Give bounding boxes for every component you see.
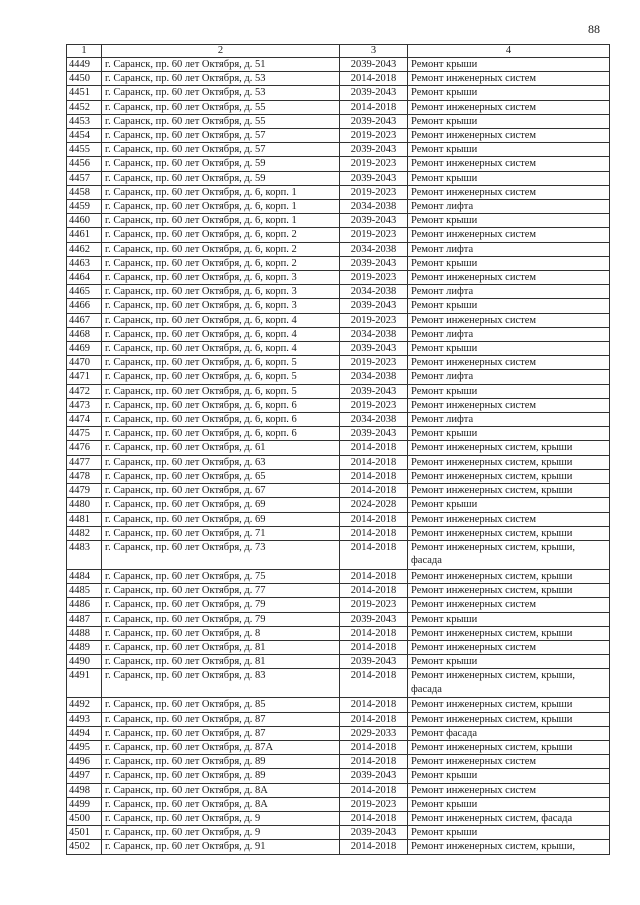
cell-address: г. Саранск, пр. 60 лет Октября, д. 6, корп. 3 <box>102 285 340 299</box>
table-row <box>67 640 610 654</box>
cell-work-type: Ремонт инженерных систем <box>408 185 610 199</box>
cell-work-type: Ремонт инженерных систем, крыши, фасада <box>408 540 610 569</box>
cell-work-type: Ремонт инженерных систем, крыши <box>408 526 610 540</box>
cell-address: г. Саранск, пр. 60 лет Октября, д. 69 <box>102 498 340 512</box>
table-row <box>67 540 610 569</box>
cell-period: 2014-2018 <box>340 626 408 640</box>
cell-period: 2039-2043 <box>340 427 408 441</box>
cell-address: г. Саранск, пр. 60 лет Октября, д. 9 <box>102 811 340 825</box>
cell-number: 4462 <box>67 242 102 256</box>
table-row <box>67 342 610 356</box>
cell-number: 4470 <box>67 356 102 370</box>
cell-number: 4468 <box>67 327 102 341</box>
cell-period: 2039-2043 <box>340 342 408 356</box>
cell-address: г. Саранск, пр. 60 лет Октября, д. 71 <box>102 526 340 540</box>
cell-work-type: Ремонт лифта <box>408 413 610 427</box>
cell-address: г. Саранск, пр. 60 лет Октября, д. 81 <box>102 640 340 654</box>
cell-work-type: Ремонт инженерных систем, крыши, фасада <box>408 669 610 698</box>
cell-work-type: Ремонт крыши <box>408 171 610 185</box>
table-row <box>67 143 610 157</box>
cell-work-type: Ремонт инженерных систем, крыши <box>408 584 610 598</box>
cell-work-type: Ремонт инженерных систем <box>408 398 610 412</box>
table-row <box>67 171 610 185</box>
cell-work-type: Ремонт крыши <box>408 86 610 100</box>
table-row <box>67 384 610 398</box>
cell-period: 2014-2018 <box>340 100 408 114</box>
cell-address: г. Саранск, пр. 60 лет Октября, д. 6, корп. 6 <box>102 427 340 441</box>
cell-number: 4484 <box>67 569 102 583</box>
cell-work-type: Ремонт инженерных систем <box>408 640 610 654</box>
cell-number: 4472 <box>67 384 102 398</box>
table-row <box>67 413 610 427</box>
cell-address: г. Саранск, пр. 60 лет Октября, д. 6, корп. 5 <box>102 356 340 370</box>
cell-number: 4456 <box>67 157 102 171</box>
cell-address: г. Саранск, пр. 60 лет Октября, д. 65 <box>102 469 340 483</box>
table-row <box>67 455 610 469</box>
cell-number: 4475 <box>67 427 102 441</box>
cell-address: г. Саранск, пр. 60 лет Октября, д. 89 <box>102 769 340 783</box>
table-row <box>67 598 610 612</box>
cell-number: 4476 <box>67 441 102 455</box>
table-row <box>67 200 610 214</box>
cell-work-type: Ремонт лифта <box>408 200 610 214</box>
cell-number: 4458 <box>67 185 102 199</box>
cell-number: 4499 <box>67 797 102 811</box>
cell-address: г. Саранск, пр. 60 лет Октября, д. 53 <box>102 72 340 86</box>
cell-number: 4477 <box>67 455 102 469</box>
cell-address: г. Саранск, пр. 60 лет Октября, д. 89 <box>102 755 340 769</box>
cell-number: 4502 <box>67 840 102 854</box>
cell-period: 2039-2043 <box>340 769 408 783</box>
cell-work-type: Ремонт инженерных систем <box>408 313 610 327</box>
cell-period: 2014-2018 <box>340 669 408 698</box>
cell-period: 2014-2018 <box>340 755 408 769</box>
cell-work-type: Ремонт крыши <box>408 256 610 270</box>
cell-address: г. Саранск, пр. 60 лет Октября, д. 8 <box>102 626 340 640</box>
cell-address: г. Саранск, пр. 60 лет Октября, д. 79 <box>102 612 340 626</box>
table-row <box>67 712 610 726</box>
cell-address: г. Саранск, пр. 60 лет Октября, д. 6, корп. 3 <box>102 299 340 313</box>
table-row <box>67 655 610 669</box>
cell-number: 4487 <box>67 612 102 626</box>
cell-period: 2014-2018 <box>340 811 408 825</box>
table-row <box>67 58 610 72</box>
cell-number: 4465 <box>67 285 102 299</box>
table-row <box>67 313 610 327</box>
cell-period: 2034-2038 <box>340 285 408 299</box>
cell-number: 4481 <box>67 512 102 526</box>
cell-work-type: Ремонт крыши <box>408 612 610 626</box>
cell-address: г. Саранск, пр. 60 лет Октября, д. 69 <box>102 512 340 526</box>
cell-work-type: Ремонт лифта <box>408 242 610 256</box>
cell-number: 4489 <box>67 640 102 654</box>
cell-work-type: Ремонт инженерных систем <box>408 129 610 143</box>
table-row <box>67 526 610 540</box>
cell-number: 4474 <box>67 413 102 427</box>
table-row <box>67 86 610 100</box>
cell-period: 2039-2043 <box>340 256 408 270</box>
table-row <box>67 114 610 128</box>
cell-address: г. Саранск, пр. 60 лет Октября, д. 6, корп. 6 <box>102 398 340 412</box>
cell-number: 4463 <box>67 256 102 270</box>
cell-address: г. Саранск, пр. 60 лет Октября, д. 6, корп. 6 <box>102 413 340 427</box>
cell-address: г. Саранск, пр. 60 лет Октября, д. 6, корп. 2 <box>102 242 340 256</box>
table-row <box>67 811 610 825</box>
cell-number: 4469 <box>67 342 102 356</box>
table-row <box>67 826 610 840</box>
cell-number: 4460 <box>67 214 102 228</box>
cell-address: г. Саранск, пр. 60 лет Октября, д. 59 <box>102 157 340 171</box>
cell-period: 2019-2023 <box>340 185 408 199</box>
cell-period: 2014-2018 <box>340 469 408 483</box>
cell-period: 2014-2018 <box>340 512 408 526</box>
table-row <box>67 185 610 199</box>
table-row <box>67 285 610 299</box>
cell-period: 2034-2038 <box>340 327 408 341</box>
cell-period: 2019-2023 <box>340 129 408 143</box>
cell-number: 4494 <box>67 726 102 740</box>
cell-number: 4488 <box>67 626 102 640</box>
cell-address: г. Саранск, пр. 60 лет Октября, д. 8А <box>102 797 340 811</box>
table-row <box>67 740 610 754</box>
table-row <box>67 797 610 811</box>
cell-work-type: Ремонт крыши <box>408 655 610 669</box>
cell-work-type: Ремонт крыши <box>408 214 610 228</box>
cell-work-type: Ремонт инженерных систем, крыши, <box>408 840 610 854</box>
cell-work-type: Ремонт инженерных систем, крыши <box>408 569 610 583</box>
cell-address: г. Саранск, пр. 60 лет Октября, д. 6, корп. 1 <box>102 185 340 199</box>
cell-work-type: Ремонт инженерных систем <box>408 157 610 171</box>
cell-period: 2024-2028 <box>340 498 408 512</box>
table-row <box>67 299 610 313</box>
cell-number: 4461 <box>67 228 102 242</box>
cell-work-type: Ремонт крыши <box>408 427 610 441</box>
cell-address: г. Саранск, пр. 60 лет Октября, д. 61 <box>102 441 340 455</box>
cell-period: 2014-2018 <box>340 840 408 854</box>
cell-address: г. Саранск, пр. 60 лет Октября, д. 6, корп. 1 <box>102 200 340 214</box>
column-header-address: 2 <box>102 45 340 58</box>
cell-period: 2014-2018 <box>340 584 408 598</box>
table-row <box>67 469 610 483</box>
table-row <box>67 783 610 797</box>
cell-work-type: Ремонт крыши <box>408 143 610 157</box>
cell-number: 4495 <box>67 740 102 754</box>
table-row <box>67 441 610 455</box>
cell-period: 2039-2043 <box>340 655 408 669</box>
cell-address: г. Саранск, пр. 60 лет Октября, д. 55 <box>102 100 340 114</box>
cell-number: 4466 <box>67 299 102 313</box>
table-row <box>67 72 610 86</box>
cell-work-type: Ремонт инженерных систем <box>408 783 610 797</box>
cell-address: г. Саранск, пр. 60 лет Октября, д. 87А <box>102 740 340 754</box>
cell-work-type: Ремонт инженерных систем, фасада <box>408 811 610 825</box>
cell-work-type: Ремонт лифта <box>408 370 610 384</box>
table-row <box>67 755 610 769</box>
cell-address: г. Саранск, пр. 60 лет Октября, д. 67 <box>102 484 340 498</box>
cell-period: 2039-2043 <box>340 58 408 72</box>
table-row <box>67 612 610 626</box>
cell-work-type: Ремонт инженерных систем, крыши <box>408 484 610 498</box>
cell-work-type: Ремонт инженерных систем, крыши <box>408 455 610 469</box>
cell-work-type: Ремонт крыши <box>408 299 610 313</box>
cell-period: 2039-2043 <box>340 86 408 100</box>
cell-address: г. Саранск, пр. 60 лет Октября, д. 85 <box>102 698 340 712</box>
cell-address: г. Саранск, пр. 60 лет Октября, д. 73 <box>102 540 340 569</box>
cell-period: 2014-2018 <box>340 526 408 540</box>
cell-period: 2014-2018 <box>340 698 408 712</box>
table-row <box>67 271 610 285</box>
cell-number: 4483 <box>67 540 102 569</box>
cell-address: г. Саранск, пр. 60 лет Октября, д. 8А <box>102 783 340 797</box>
table-row <box>67 726 610 740</box>
table-body <box>67 58 610 855</box>
cell-address: г. Саранск, пр. 60 лет Октября, д. 6, корп. 1 <box>102 214 340 228</box>
column-header-number: 1 <box>67 45 102 58</box>
table-row <box>67 327 610 341</box>
cell-work-type: Ремонт инженерных систем <box>408 356 610 370</box>
cell-number: 4498 <box>67 783 102 797</box>
cell-address: г. Саранск, пр. 60 лет Октября, д. 81 <box>102 655 340 669</box>
table-row <box>67 242 610 256</box>
table-row <box>67 569 610 583</box>
cell-address: г. Саранск, пр. 60 лет Октября, д. 91 <box>102 840 340 854</box>
cell-address: г. Саранск, пр. 60 лет Октября, д. 6, корп. 3 <box>102 271 340 285</box>
cell-work-type: Ремонт крыши <box>408 384 610 398</box>
repair-schedule-table <box>66 44 610 855</box>
cell-number: 4450 <box>67 72 102 86</box>
cell-address: г. Саранск, пр. 60 лет Октября, д. 6, корп. 2 <box>102 228 340 242</box>
table-row <box>67 669 610 698</box>
table-row <box>67 498 610 512</box>
cell-address: г. Саранск, пр. 60 лет Октября, д. 6, корп. 5 <box>102 370 340 384</box>
cell-period: 2019-2023 <box>340 157 408 171</box>
cell-number: 4482 <box>67 526 102 540</box>
cell-period: 2019-2023 <box>340 356 408 370</box>
cell-number: 4500 <box>67 811 102 825</box>
cell-number: 4501 <box>67 826 102 840</box>
cell-period: 2034-2038 <box>340 413 408 427</box>
cell-period: 2034-2038 <box>340 200 408 214</box>
cell-address: г. Саранск, пр. 60 лет Октября, д. 51 <box>102 58 340 72</box>
table-row <box>67 698 610 712</box>
cell-work-type: Ремонт инженерных систем, крыши <box>408 698 610 712</box>
cell-period: 2039-2043 <box>340 171 408 185</box>
cell-work-type: Ремонт инженерных систем, крыши <box>408 626 610 640</box>
cell-work-type: Ремонт инженерных систем, крыши <box>408 441 610 455</box>
table-row <box>67 228 610 242</box>
cell-address: г. Саранск, пр. 60 лет Октября, д. 59 <box>102 171 340 185</box>
cell-work-type: Ремонт крыши <box>408 769 610 783</box>
table-row <box>67 129 610 143</box>
cell-period: 2014-2018 <box>340 569 408 583</box>
cell-period: 2034-2038 <box>340 242 408 256</box>
table-row <box>67 626 610 640</box>
cell-number: 4464 <box>67 271 102 285</box>
cell-number: 4497 <box>67 769 102 783</box>
cell-period: 2034-2038 <box>340 370 408 384</box>
cell-number: 4486 <box>67 598 102 612</box>
cell-period: 2014-2018 <box>340 72 408 86</box>
cell-period: 2029-2033 <box>340 726 408 740</box>
cell-period: 2039-2043 <box>340 299 408 313</box>
cell-period: 2039-2043 <box>340 826 408 840</box>
cell-work-type: Ремонт инженерных систем, крыши <box>408 712 610 726</box>
cell-number: 4480 <box>67 498 102 512</box>
table-header-row <box>67 45 610 58</box>
cell-work-type: Ремонт крыши <box>408 58 610 72</box>
table-row <box>67 484 610 498</box>
cell-work-type: Ремонт лифта <box>408 327 610 341</box>
cell-address: г. Саранск, пр. 60 лет Октября, д. 87 <box>102 712 340 726</box>
cell-work-type: Ремонт лифта <box>408 285 610 299</box>
cell-number: 4496 <box>67 755 102 769</box>
cell-work-type: Ремонт инженерных систем <box>408 755 610 769</box>
cell-number: 4492 <box>67 698 102 712</box>
cell-number: 4451 <box>67 86 102 100</box>
table-row <box>67 512 610 526</box>
cell-number: 4467 <box>67 313 102 327</box>
cell-period: 2019-2023 <box>340 313 408 327</box>
cell-work-type: Ремонт инженерных систем <box>408 271 610 285</box>
cell-period: 2019-2023 <box>340 228 408 242</box>
cell-period: 2039-2043 <box>340 214 408 228</box>
cell-period: 2039-2043 <box>340 114 408 128</box>
table-row <box>67 584 610 598</box>
column-header-work-type: 4 <box>408 45 610 58</box>
cell-work-type: Ремонт инженерных систем <box>408 228 610 242</box>
cell-number: 4459 <box>67 200 102 214</box>
table-row <box>67 214 610 228</box>
cell-address: г. Саранск, пр. 60 лет Октября, д. 77 <box>102 584 340 598</box>
cell-address: г. Саранск, пр. 60 лет Октября, д. 9 <box>102 826 340 840</box>
cell-address: г. Саранск, пр. 60 лет Октября, д. 75 <box>102 569 340 583</box>
cell-period: 2039-2043 <box>340 143 408 157</box>
cell-work-type: Ремонт инженерных систем <box>408 512 610 526</box>
cell-period: 2019-2023 <box>340 398 408 412</box>
cell-address: г. Саранск, пр. 60 лет Октября, д. 53 <box>102 86 340 100</box>
cell-address: г. Саранск, пр. 60 лет Октября, д. 6, корп. 2 <box>102 256 340 270</box>
cell-number: 4449 <box>67 58 102 72</box>
cell-period: 2019-2023 <box>340 271 408 285</box>
cell-period: 2019-2023 <box>340 598 408 612</box>
cell-address: г. Саранск, пр. 60 лет Октября, д. 87 <box>102 726 340 740</box>
cell-address: г. Саранск, пр. 60 лет Октября, д. 6, корп. 4 <box>102 313 340 327</box>
cell-address: г. Саранск, пр. 60 лет Октября, д. 6, корп. 4 <box>102 342 340 356</box>
cell-number: 4478 <box>67 469 102 483</box>
column-header-period: 3 <box>340 45 408 58</box>
cell-period: 2014-2018 <box>340 740 408 754</box>
cell-number: 4454 <box>67 129 102 143</box>
cell-work-type: Ремонт крыши <box>408 826 610 840</box>
cell-number: 4471 <box>67 370 102 384</box>
page-number: 88 <box>588 22 600 36</box>
cell-work-type: Ремонт крыши <box>408 498 610 512</box>
cell-period: 2019-2023 <box>340 797 408 811</box>
cell-work-type: Ремонт фасада <box>408 726 610 740</box>
table-row <box>67 427 610 441</box>
table-row <box>67 256 610 270</box>
cell-number: 4473 <box>67 398 102 412</box>
table-row <box>67 370 610 384</box>
cell-period: 2039-2043 <box>340 384 408 398</box>
cell-period: 2014-2018 <box>340 712 408 726</box>
cell-work-type: Ремонт инженерных систем, крыши <box>408 469 610 483</box>
cell-period: 2039-2043 <box>340 612 408 626</box>
cell-work-type: Ремонт крыши <box>408 342 610 356</box>
cell-work-type: Ремонт крыши <box>408 797 610 811</box>
cell-work-type: Ремонт крыши <box>408 114 610 128</box>
table-row <box>67 157 610 171</box>
cell-address: г. Саранск, пр. 60 лет Октября, д. 6, корп. 4 <box>102 327 340 341</box>
cell-work-type: Ремонт инженерных систем <box>408 72 610 86</box>
cell-period: 2014-2018 <box>340 441 408 455</box>
cell-number: 4457 <box>67 171 102 185</box>
cell-period: 2014-2018 <box>340 455 408 469</box>
cell-address: г. Саранск, пр. 60 лет Октября, д. 55 <box>102 114 340 128</box>
cell-period: 2014-2018 <box>340 540 408 569</box>
cell-address: г. Саранск, пр. 60 лет Октября, д. 79 <box>102 598 340 612</box>
cell-number: 4491 <box>67 669 102 698</box>
cell-number: 4493 <box>67 712 102 726</box>
cell-address: г. Саранск, пр. 60 лет Октября, д. 57 <box>102 129 340 143</box>
cell-work-type: Ремонт инженерных систем, крыши <box>408 740 610 754</box>
cell-period: 2014-2018 <box>340 484 408 498</box>
cell-work-type: Ремонт инженерных систем <box>408 100 610 114</box>
table-row <box>67 100 610 114</box>
cell-period: 2014-2018 <box>340 640 408 654</box>
cell-period: 2014-2018 <box>340 783 408 797</box>
table-row <box>67 769 610 783</box>
cell-address: г. Саранск, пр. 60 лет Октября, д. 57 <box>102 143 340 157</box>
cell-number: 4453 <box>67 114 102 128</box>
table-row <box>67 840 610 854</box>
cell-number: 4490 <box>67 655 102 669</box>
cell-address: г. Саранск, пр. 60 лет Октября, д. 6, корп. 5 <box>102 384 340 398</box>
cell-work-type: Ремонт инженерных систем <box>408 598 610 612</box>
table-row <box>67 398 610 412</box>
cell-number: 4452 <box>67 100 102 114</box>
cell-address: г. Саранск, пр. 60 лет Октября, д. 83 <box>102 669 340 698</box>
table-row <box>67 356 610 370</box>
cell-number: 4479 <box>67 484 102 498</box>
cell-number: 4455 <box>67 143 102 157</box>
cell-number: 4485 <box>67 584 102 598</box>
cell-address: г. Саранск, пр. 60 лет Октября, д. 63 <box>102 455 340 469</box>
